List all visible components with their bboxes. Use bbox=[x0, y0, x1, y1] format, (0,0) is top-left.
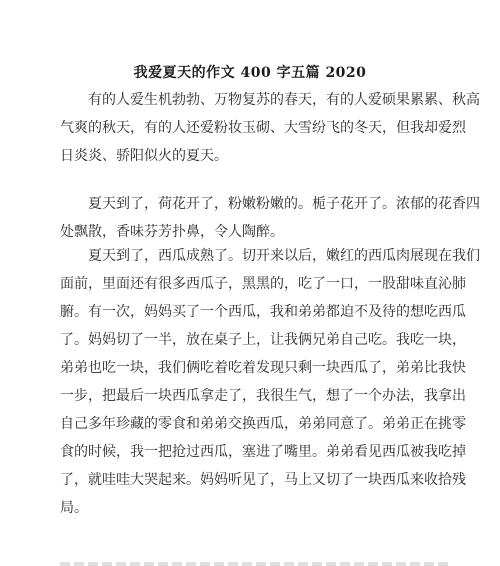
paragraph-1 bbox=[60, 86, 480, 170]
paragraph-line: 日炎炎、骄阳似火的夏天。 bbox=[60, 148, 228, 164]
paragraph-3 bbox=[60, 242, 480, 522]
paragraph-line: 夏天到了，荷花开了，粉嫩粉嫩的。栀子花开了。浓郁的花香四 bbox=[88, 196, 480, 212]
paragraph-line: 了。妈妈切了一半，放在桌子上，让我俩兄弟自己吃。我吃一块， bbox=[60, 332, 466, 348]
paragraph-line: 有的人爱生机勃勃、万物复苏的春天，有的人爱硕果累累、秋高 bbox=[88, 92, 480, 108]
cut-off-text-line bbox=[60, 556, 448, 566]
paragraph-line: 局。 bbox=[60, 500, 88, 516]
paragraph-line: 夏天到了，西瓜成熟了。切开来以后，嫩红的西瓜肉展现在我们 bbox=[88, 248, 480, 264]
paragraph-line: 一步，把最后一块西瓜拿走了，我很生气，想了一个办法，我拿出 bbox=[60, 388, 466, 404]
paragraph-line: 自己多年珍藏的零食和弟弟交换西瓜，弟弟同意了。弟弟正在挑零 bbox=[60, 416, 466, 432]
paragraph-line: 腑。有一次，妈妈买了一个西瓜，我和弟弟都迫不及待的想吃西瓜 bbox=[60, 304, 466, 320]
paragraph-line: 处飘散，香味芬芳扑鼻，令人陶醉。 bbox=[60, 224, 284, 240]
paragraph-line: 食的时候，我一把抢过西瓜，塞进了嘴里。弟弟看见西瓜被我吃掉 bbox=[60, 444, 466, 460]
paragraph-2 bbox=[60, 190, 480, 246]
document-title: 我爱夏天的作文 400 字五篇 2020 bbox=[133, 65, 367, 81]
paragraph-line: 了，就哇哇大哭起来。妈妈听见了，马上又切了一块西瓜来收拾残 bbox=[60, 472, 466, 488]
paragraph-line: 面前，里面还有很多西瓜子，黑黑的，吃了一口，一股甜味直沁肺 bbox=[60, 276, 466, 292]
paragraph-line: 气爽的秋天，有的人还爱粉妆玉砌、大雪纷飞的冬天，但我却爱烈 bbox=[60, 120, 466, 136]
paragraph-line: 弟弟也吃一块，我们俩吃着吃着发现只剩一块西瓜了，弟弟比我快 bbox=[60, 360, 466, 376]
